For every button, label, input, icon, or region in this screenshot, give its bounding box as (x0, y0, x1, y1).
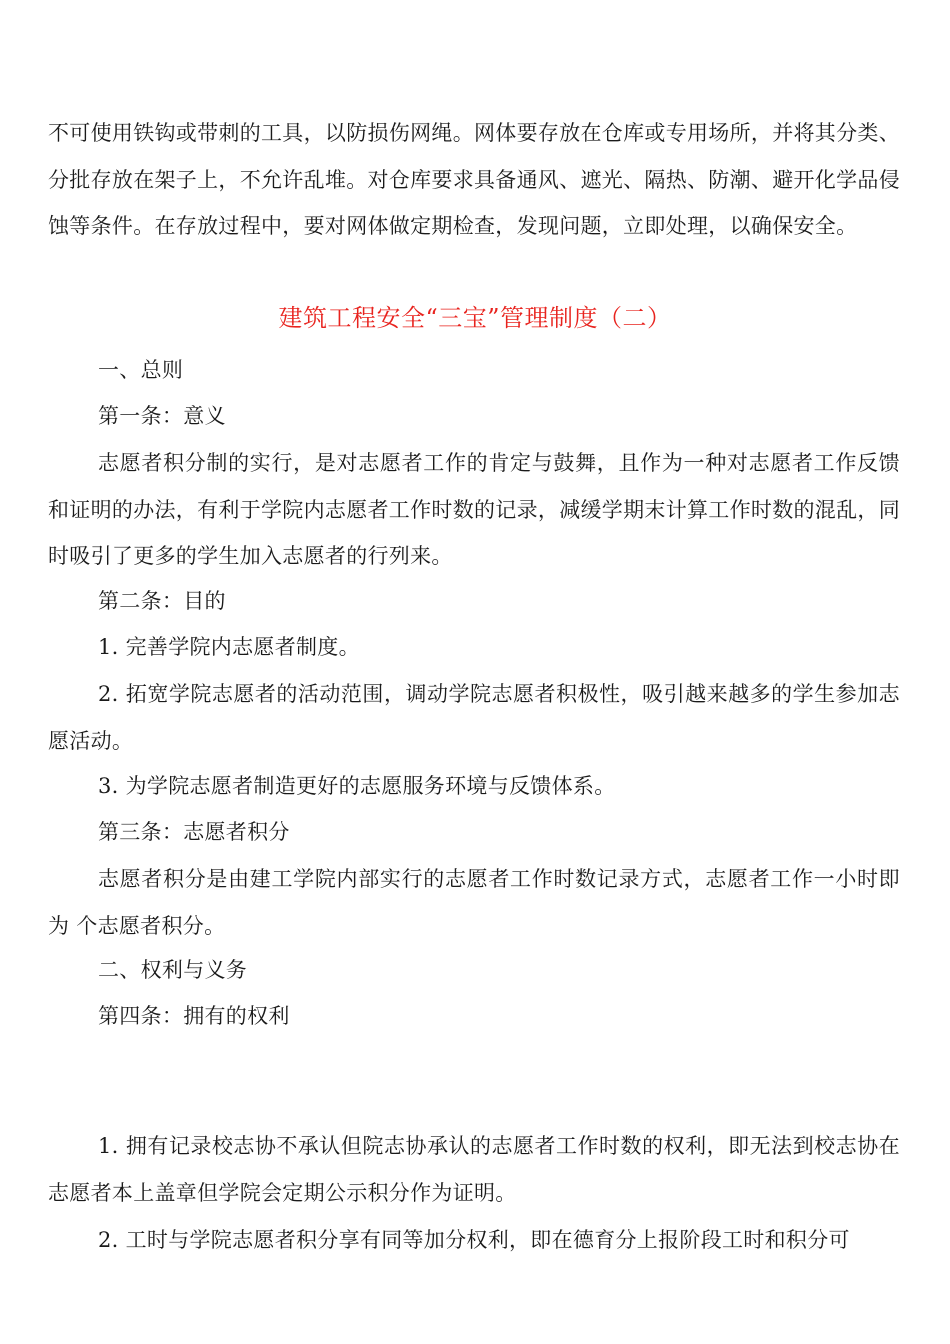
article-heading-rights: 第四条：拥有的权利 (98, 1004, 290, 1028)
purpose-item-3: 3. 为学院志愿者制造更好的志愿服务环境与反馈体系。 (98, 774, 616, 798)
intro-paragraph: 不可使用铁钩或带刺的工具，以防损伤网绳。网体要存放在仓库或专用场所，并将其分类、分批存放在架子上，不允许乱堆。对仓库要求具备通风、遮光、隔热、防潮、避开化学品侵蚀等条件。在存放过程中，要对网体做定期检查，发现问题，立即处理，以确保安全。 (48, 121, 900, 238)
article-heading-points: 第三条：志愿者积分 (98, 820, 290, 844)
article-heading-purpose: 第二条：目的 (98, 589, 226, 613)
section-heading-general: 一、总则 (98, 358, 184, 382)
rights-item-2: 2. 工时与学院志愿者积分享有同等加分权利，即在德育分上报阶段工时和积分可 (98, 1228, 850, 1252)
rights-item-1: 1. 拥有记录校志协不承认但院志协承认的志愿者工作时数的权利，即无法到校志协在志愿者本上盖章但学院会定期公示积分作为证明。 (48, 1134, 900, 1205)
article-paragraph-significance: 志愿者积分制的实行，是对志愿者工作的肯定与鼓舞，且作为一种对志愿者工作反馈和证明的办法，有利于学院内志愿者工作时数的记录，减缓学期末计算工作时数的混乱，同时吸引了更多的学生加入志愿者的行列来。 (48, 451, 900, 568)
section-heading-rights: 二、权利与义务 (98, 958, 248, 982)
purpose-item-1: 1. 完善学院内志愿者制度。 (98, 635, 360, 659)
purpose-item-2: 2. 拓宽学院志愿者的活动范围，调动学院志愿者积极性，吸引越来越多的学生参加志愿活动。 (48, 682, 900, 753)
article-heading-significance: 第一条：意义 (98, 404, 226, 428)
document-title: 建筑工程安全“三宝”管理制度（二） (278, 304, 672, 332)
article-paragraph-points: 志愿者积分是由建工学院内部实行的志愿者工作时数记录方式，志愿者工作一小时即为 个志愿者积分。 (48, 867, 900, 938)
